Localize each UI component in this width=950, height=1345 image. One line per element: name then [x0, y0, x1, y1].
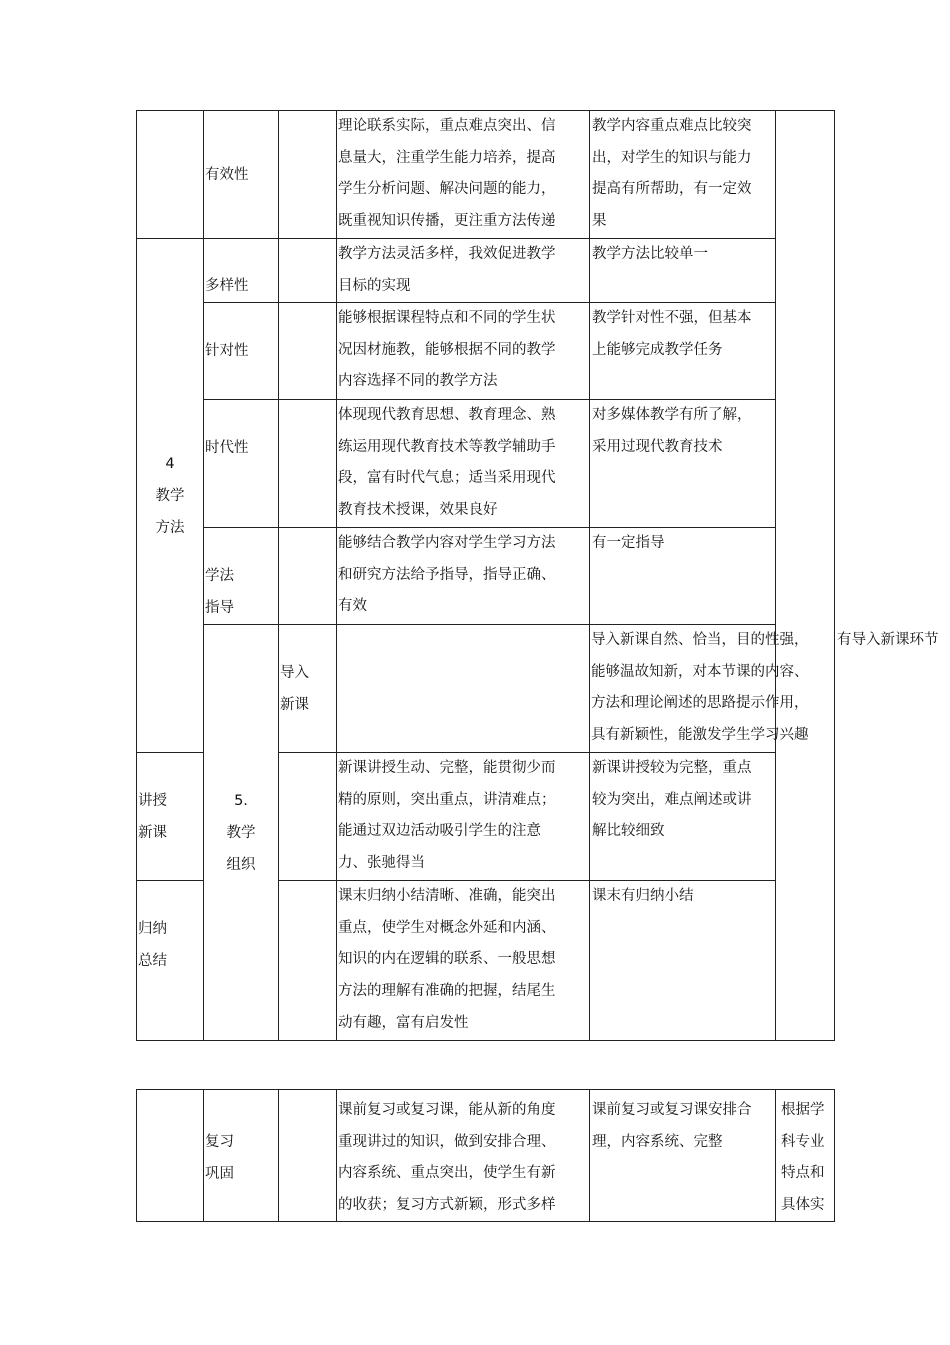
item-cell [204, 303, 279, 400]
observation-line: 果 [592, 212, 607, 229]
evaluation-table [136, 110, 939, 1041]
note-line: 根据学 [781, 1102, 825, 1118]
standard-line: 课前复习或复习课，能从新的角度 [338, 1102, 556, 1118]
table-row [137, 111, 835, 239]
standard-line: 力、张驰得当 [338, 854, 425, 871]
item-cell [137, 753, 204, 881]
note-cell [776, 1090, 835, 1222]
standard-cell [337, 1090, 590, 1222]
standard-cell [337, 239, 590, 303]
note-cell [776, 111, 835, 1041]
standard-line: 能够温故知新，对本节课的内容、 [591, 663, 809, 680]
table-row [137, 400, 835, 528]
observation-cell [590, 111, 776, 239]
note-line: 具体实 [781, 1196, 825, 1213]
observation-line: 教学针对性不强，但基本 [592, 310, 752, 327]
category-number: 5. [234, 792, 248, 809]
standard-line: 内容选择不同的教学方法 [338, 373, 498, 390]
item-label: 指导 [205, 600, 234, 617]
standard-line: 精的原则，突出重点，讲清难点； [338, 791, 556, 808]
standard-line: 目标的实现 [338, 277, 411, 294]
standard-line: 内容系统、重点突出，使学生有新 [338, 1165, 556, 1182]
observation-line: 较为突出，难点阐述或讲 [592, 791, 752, 808]
observation-cell [590, 303, 776, 400]
standard-line: 方法和理论阐述的思路提示作用， [591, 695, 809, 712]
category-label: 教学 [226, 824, 256, 841]
standard-cell [337, 528, 590, 625]
score-cell [279, 528, 337, 625]
category-label: 教学 [155, 487, 185, 504]
item-cell [279, 625, 337, 753]
standard-line: 学生分析问题、解决问题的能力， [338, 181, 556, 198]
table-row [137, 528, 835, 625]
observation-line: 提高有所帮助，有一定效 [592, 181, 752, 198]
standard-line: 段，富有时代气息；适当采用现代 [338, 470, 556, 487]
standard-line: 体现现代教育思想、教育理念、熟 [338, 407, 556, 424]
evaluation-table-continued [136, 1089, 835, 1222]
standard-cell [337, 400, 590, 528]
standard-cell [337, 111, 590, 239]
item-label: 导入 [280, 665, 309, 682]
observation-line: 理，内容系统、完整 [592, 1133, 723, 1150]
score-cell [337, 625, 590, 753]
observation-line: 有一定指导 [592, 535, 665, 552]
standard-line: 重点，使学生对概念外延和内涵、 [338, 919, 556, 936]
observation-cell [590, 881, 776, 1041]
observation-line: 教学方法比较单一 [592, 246, 708, 262]
score-cell [279, 881, 337, 1041]
table-row [137, 239, 835, 303]
observation-cell [590, 1090, 776, 1222]
item-cell [204, 528, 279, 625]
standard-line: 教学方法灵活多样，我效促进教学 [338, 246, 556, 262]
table-row: 5. 教学 组织 导入 新课 导入新课自然、恰当，目的性强， 能够温故知新，对本节课的内容、 方法和理论阐述的思路提示作用， 具有新颖性，能激发学生学习兴趣 有导入新课环节 [137, 625, 835, 753]
standard-line: 有效 [338, 598, 367, 615]
standard-cell [337, 881, 590, 1041]
item-label: 归纳 [138, 921, 167, 938]
observation-line: 课前复习或复习课安排合 [592, 1102, 752, 1118]
observation-line: 课末有归纳小结 [592, 888, 694, 905]
score-cell [279, 400, 337, 528]
observation-cell [590, 239, 776, 303]
standard-line: 理论联系实际，重点难点突出、信 [338, 118, 556, 134]
standard-line: 能够结合教学内容对学生学习方法 [338, 535, 556, 552]
item-label: 有效性 [205, 166, 249, 183]
item-cell [204, 400, 279, 528]
standard-cell [590, 625, 809, 753]
table-row [137, 303, 835, 400]
observation-line: 教学内容重点难点比较突 [592, 118, 752, 134]
observation-line: 对多媒体教学有所了解， [592, 407, 752, 424]
standard-line: 的收获；复习方式新颖，形式多样 [338, 1196, 556, 1213]
item-label: 时代性 [205, 440, 249, 457]
category-cell-empty [137, 1090, 204, 1222]
note-line: 科专业 [781, 1133, 825, 1150]
standard-line: 知识的内在逻辑的联系、一般思想 [338, 951, 556, 968]
score-cell [279, 303, 337, 400]
item-label: 新课 [138, 825, 167, 842]
observation-line: 出，对学生的知识与能力 [592, 149, 752, 166]
observation-line: 新课讲授较为完整，重点 [592, 760, 752, 777]
standard-line: 新课讲授生动、完整，能贯彻少而 [338, 760, 556, 777]
standard-cell [337, 753, 590, 881]
item-label: 巩固 [205, 1166, 234, 1182]
category-label: 组织 [226, 856, 256, 873]
standard-line: 导入新课自然、恰当，目的性强， [591, 632, 809, 649]
table-row [137, 1090, 835, 1222]
score-cell [279, 753, 337, 881]
standard-line: 练运用现代教育技术等教学辅助手 [338, 438, 556, 455]
item-cell [204, 239, 279, 303]
item-label: 新课 [280, 697, 309, 714]
item-cell [137, 881, 204, 1041]
item-label: 学法 [205, 568, 234, 585]
standard-line: 息量大，注重学生能力培养，提高 [338, 149, 556, 166]
standard-line: 能够根据课程特点和不同的学生状 [338, 310, 556, 327]
item-label: 总结 [138, 953, 167, 970]
standard-line: 教育技术授课，效果良好 [338, 501, 498, 518]
standard-line: 动有趣，富有启发性 [338, 1014, 469, 1031]
category-cell [137, 239, 204, 753]
item-label: 针对性 [205, 343, 249, 360]
observation-line: 采用过现代教育技术 [592, 438, 723, 455]
standard-line: 能通过双边活动吸引学生的注意 [338, 823, 541, 840]
category-number: 4 [165, 455, 175, 472]
standard-line: 况因材施教，能够根据不同的教学 [338, 341, 556, 358]
observation-line: 上能够完成教学任务 [592, 341, 723, 358]
item-label: 讲授 [138, 793, 167, 810]
category-cell [204, 625, 279, 1041]
standard-line: 具有新颖性，能激发学生学习兴趣 [591, 726, 809, 743]
score-cell [279, 111, 337, 239]
standard-line: 和研究方法给予指导，指导正确、 [338, 566, 556, 583]
observation-line: 解比较细致 [592, 823, 665, 840]
standard-line: 重现讲过的知识，做到安排合理、 [338, 1133, 556, 1150]
category-cell-empty [137, 111, 204, 239]
item-cell [204, 111, 279, 239]
category-label: 方法 [155, 519, 185, 536]
note-line: 特点和 [781, 1165, 825, 1182]
standard-cell [337, 303, 590, 400]
item-label: 多样性 [205, 278, 249, 295]
item-cell [204, 1090, 279, 1222]
score-cell [279, 239, 337, 303]
item-label: 复习 [205, 1134, 234, 1150]
observation-cell [590, 753, 776, 881]
observation-cell [590, 528, 776, 625]
score-cell [279, 1090, 337, 1222]
observation-cell [590, 400, 776, 528]
standard-line: 既重视知识传播，更注重方法传递 [338, 212, 556, 229]
standard-line: 方法的理解有准确的把握，结尾生 [338, 982, 556, 999]
standard-line: 课末归纳小结清晰、准确，能突出 [338, 888, 556, 905]
